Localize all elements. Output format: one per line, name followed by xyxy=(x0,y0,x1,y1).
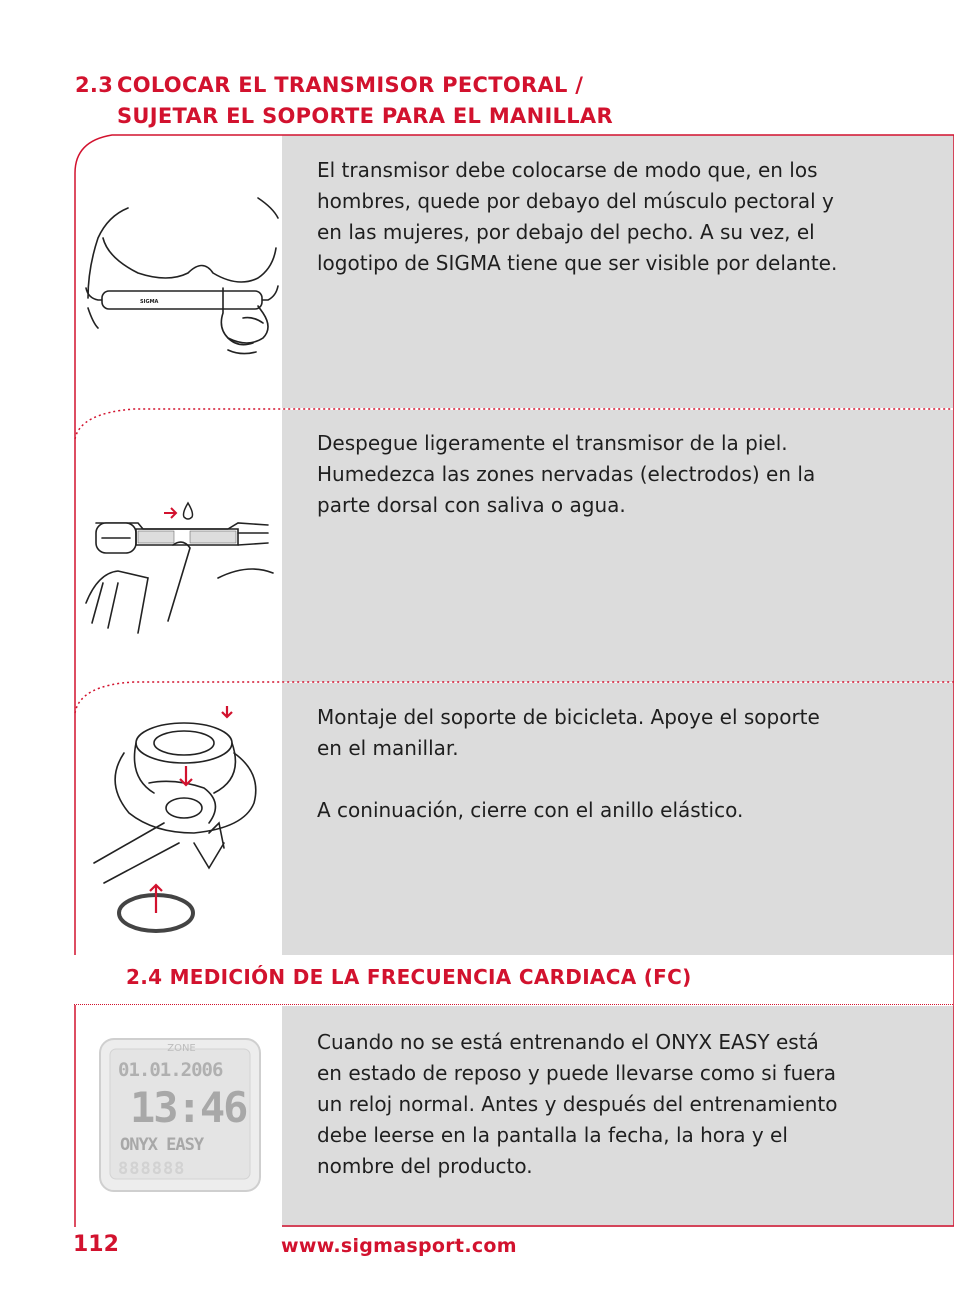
watch-top-label: ZONE xyxy=(167,1043,196,1054)
watch-product-name: ONYX EASY xyxy=(120,1135,204,1155)
section-number: 2.3 xyxy=(75,73,114,97)
footer-url[interactable]: www.sigmasport.com xyxy=(281,1235,517,1257)
block-1-text: El transmisor debe colocarse de modo que, en los hombres, quede por debayo del músculo pectoral y en las mujeres, por debajo del pecho. A su vez, el logotipo de SIGMA tiene que ser visible por delante. xyxy=(317,158,838,275)
block-2-text: Despegue ligeramente el transmisor de la piel. Humedezca las zones nervadas (electrodos) en la parte dorsal con saliva o agua. xyxy=(317,431,816,517)
watch-time: 13:46 xyxy=(130,1083,247,1132)
watch-display-illustration xyxy=(94,1023,269,1208)
watch-bottom-digits: 888888 xyxy=(118,1159,186,1179)
chest-strap-illustration xyxy=(78,188,283,378)
content-frame xyxy=(74,133,954,1227)
subsection-title: 2.4 MEDICIÓN DE LA FRECUENCIA CARDIACA (FC) xyxy=(126,965,692,989)
block-3-text: Montaje del soporte de bicicleta. Apoye el soporte en el manillar. A coninuación, cierre con el anillo elástico. xyxy=(317,705,820,822)
svg-text:SIGMA: SIGMA xyxy=(140,299,159,305)
section-title-line2: SUJETAR EL SOPORTE PARA EL MANILLAR xyxy=(117,104,613,128)
transmitter-wet-illustration xyxy=(78,493,283,643)
page-number: 112 xyxy=(73,1232,119,1257)
handlebar-mount-illustration xyxy=(84,693,284,938)
subsection-bar xyxy=(74,955,953,1005)
section-title-line1: COLOCAR EL TRANSMISOR PECTORAL / xyxy=(117,73,584,97)
watch-date: 01.01.2006 xyxy=(118,1059,223,1081)
section-heading xyxy=(75,70,775,132)
subsection-text: Cuando no se está entrenando el ONYX EASY está en estado de reposo y puede llevarse como si fuera un reloj normal. Antes y después del entrenamiento debe leerse en la pantalla la fecha, la hora y el nombre del producto. xyxy=(317,1030,838,1178)
